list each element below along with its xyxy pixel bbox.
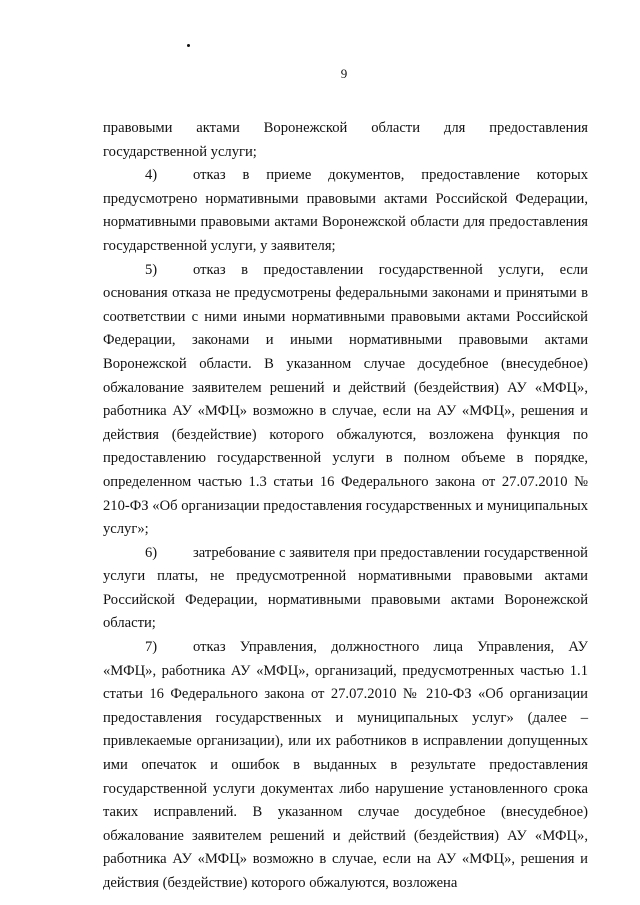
scan-speck xyxy=(187,44,190,47)
list-item xyxy=(103,636,588,896)
paragraph-text: отказ в приеме документов, предоставление которых предусмотрено нормативными правовыми актами Российской Федерации, нормативными правовыми актами Воронежской области для предоставления государственной услуги, у заявителя; xyxy=(103,167,588,254)
paragraph-text: отказ Управления, должностного лица Управления, АУ «МФЦ», работника АУ «МФЦ», организаций, предусмотренных частью 1.1 статьи 16 Федерального закона от 27.07.2010 № 210-ФЗ «Об организации предоставления государственных и муниципальных услуг» (далее – привлекаемые организации), или их работников в исправлении допущенных ими опечаток и ошибок в выданных в результате предоставления государственной услуги документах либо нарушение установленного срока таких исправлений. В указанном случае досудебное (внесудебное) обжалование заявителем решений и действий (бездействия) АУ «МФЦ», работника АУ «МФЦ» возможно в случае, если на АУ «МФЦ», решения и действия (бездействие) которого обжалуются, возложена xyxy=(103,639,588,891)
page-number: 9 xyxy=(340,66,348,81)
paragraph-text: отказ в предоставлении государственной услуги, если основания отказа не предусмотрены федеральными законами и принятыми в соответствии с ними иными нормативными правовыми актами Российской Федерации, законами и иными нормативными правовыми актами Воронежской области. В указанном случае досудебное (внесудебное) обжалование заявителем решений и действий (бездействия) АУ «МФЦ», работника АУ «МФЦ» возможно в случае, если на АУ «МФЦ», решения и действия (бездействие) которого обжалуются, возложена функция по предоставлению государственной услуги в полном объеме в порядке, определенном частью 1.3 статьи 16 Федерального закона от 27.07.2010 № 210-ФЗ «Об организации предоставления государственных и муниципальных услуг»; xyxy=(103,261,588,538)
paragraph-continuation xyxy=(103,117,588,164)
paragraph-text: затребование с заявителя при предоставлении государственной услуги платы, не предусмотренной нормативными правовыми актами Российской Федерации, нормативными правовыми актами Воронежской области; xyxy=(103,544,588,632)
list-item xyxy=(103,259,588,542)
paragraph-text: правовыми актами Воронежской области для предоставления государственной услуги; xyxy=(103,120,588,160)
document-body xyxy=(103,117,588,896)
list-item-number: 6) xyxy=(145,544,158,561)
list-item xyxy=(103,542,588,636)
list-item-number: 4) xyxy=(145,167,158,184)
list-item-number: 5) xyxy=(145,261,158,278)
list-item xyxy=(103,164,588,258)
list-item-number: 7) xyxy=(145,639,158,656)
